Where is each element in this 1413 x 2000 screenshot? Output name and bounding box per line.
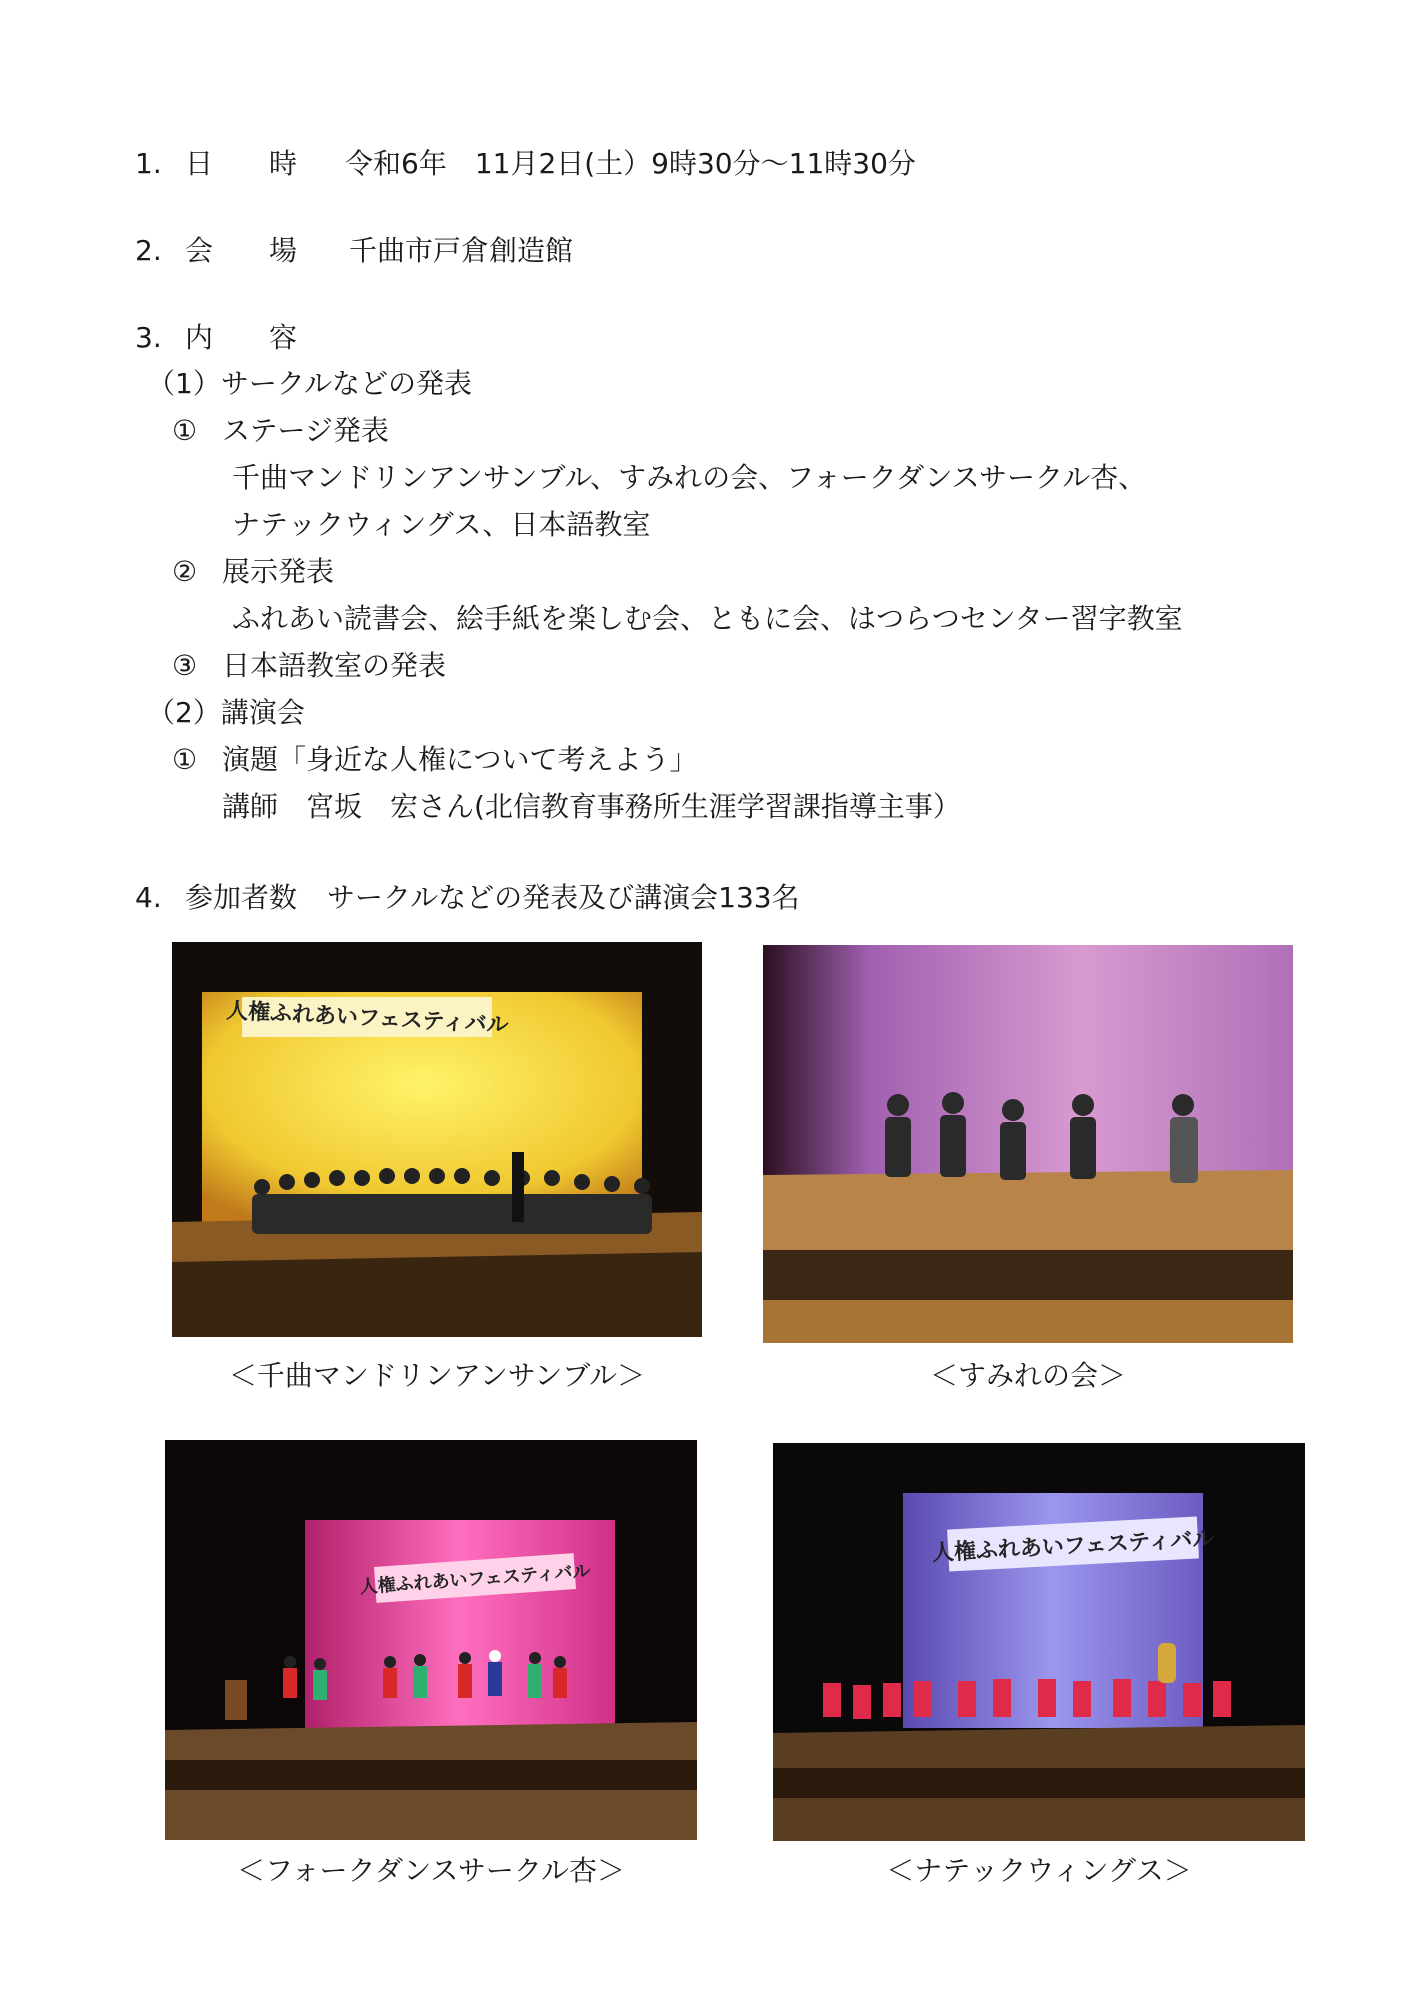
section-value: 千曲市戸倉創造館 (349, 234, 574, 267)
section-value: 令和6年 11月2日(土）9時30分～11時30分 (345, 147, 916, 180)
caption-folkdance: ＜フォークダンスサークル杏＞ (236, 1854, 626, 1887)
section-number: 2. (135, 234, 162, 267)
banner-text: 人権ふれあいフェスティバル (225, 997, 510, 1039)
section-label: 参加者数 (185, 881, 298, 914)
section-label: 日 時 (185, 147, 298, 180)
item-marker: ① (172, 414, 198, 447)
item-title: 演題「身近な人権について考えよう」 (222, 743, 698, 776)
section-label: 内 容 (185, 321, 298, 354)
content-item-exhibit (172, 554, 335, 590)
stage-scene (773, 1443, 1305, 1841)
content-item-japanese (172, 648, 447, 684)
item-marker: （1） (147, 367, 221, 400)
section-participants (135, 880, 800, 916)
section-content (135, 320, 298, 356)
section-label: 会 場 (185, 234, 298, 267)
exhibit-groups-line1: ふれあい読書会、絵手紙を楽しむ会、ともに会、はつらつセンター習字教室 (232, 602, 1183, 635)
item-marker: ② (172, 555, 198, 588)
content-item-lecture (147, 695, 305, 731)
stage-scene (763, 945, 1293, 1343)
caption-sumire: ＜すみれの会＞ (929, 1359, 1126, 1392)
item-marker: ① (172, 743, 198, 776)
stage-performers-line1: 千曲マンドリンアンサンブル、すみれの会、フォークダンスサークル杏、 (232, 461, 1147, 494)
section-datetime (135, 146, 916, 182)
stage-scene (172, 942, 702, 1337)
content-item-lecture-topic (172, 742, 698, 778)
caption-natec: ＜ナテックウィングス＞ (886, 1854, 1192, 1887)
content-item-circle (147, 366, 472, 402)
photo-sumire (763, 945, 1293, 1343)
content-item-stage (172, 413, 389, 449)
banner-text: 人権ふれあいフェスティバル (931, 1525, 1215, 1567)
item-title: ステージ発表 (222, 414, 389, 447)
photo-mandolin-ensemble (172, 942, 702, 1337)
backdrop (763, 945, 1293, 1175)
section-venue (135, 233, 574, 269)
photo-natec-wings (773, 1443, 1305, 1841)
stage-performers-line2: ナテックウィングス、日本語教室 (232, 508, 651, 541)
item-marker: （2） (147, 696, 221, 729)
section-number: 4. (135, 881, 162, 914)
banner-text: 人権ふれあいフェスティバル (358, 1560, 592, 1599)
item-title: サークルなどの発表 (220, 367, 472, 400)
section-value: サークルなどの発表及び講演会133名 (327, 881, 800, 914)
section-number: 3. (135, 321, 162, 354)
section-number: 1. (135, 147, 162, 180)
caption-mandolin: ＜千曲マンドリンアンサンブル＞ (228, 1359, 646, 1392)
item-title: 展示発表 (222, 555, 335, 588)
item-title: 日本語教室の発表 (222, 649, 447, 682)
lecturer-line: 講師 宮坂 宏さん(北信教育事務所生涯学習課指導主事） (222, 790, 961, 823)
item-marker: ③ (172, 649, 198, 682)
photo-folkdance (165, 1440, 697, 1840)
stage-scene (165, 1440, 697, 1840)
backdrop (305, 1520, 615, 1730)
item-title: 講演会 (220, 696, 305, 729)
